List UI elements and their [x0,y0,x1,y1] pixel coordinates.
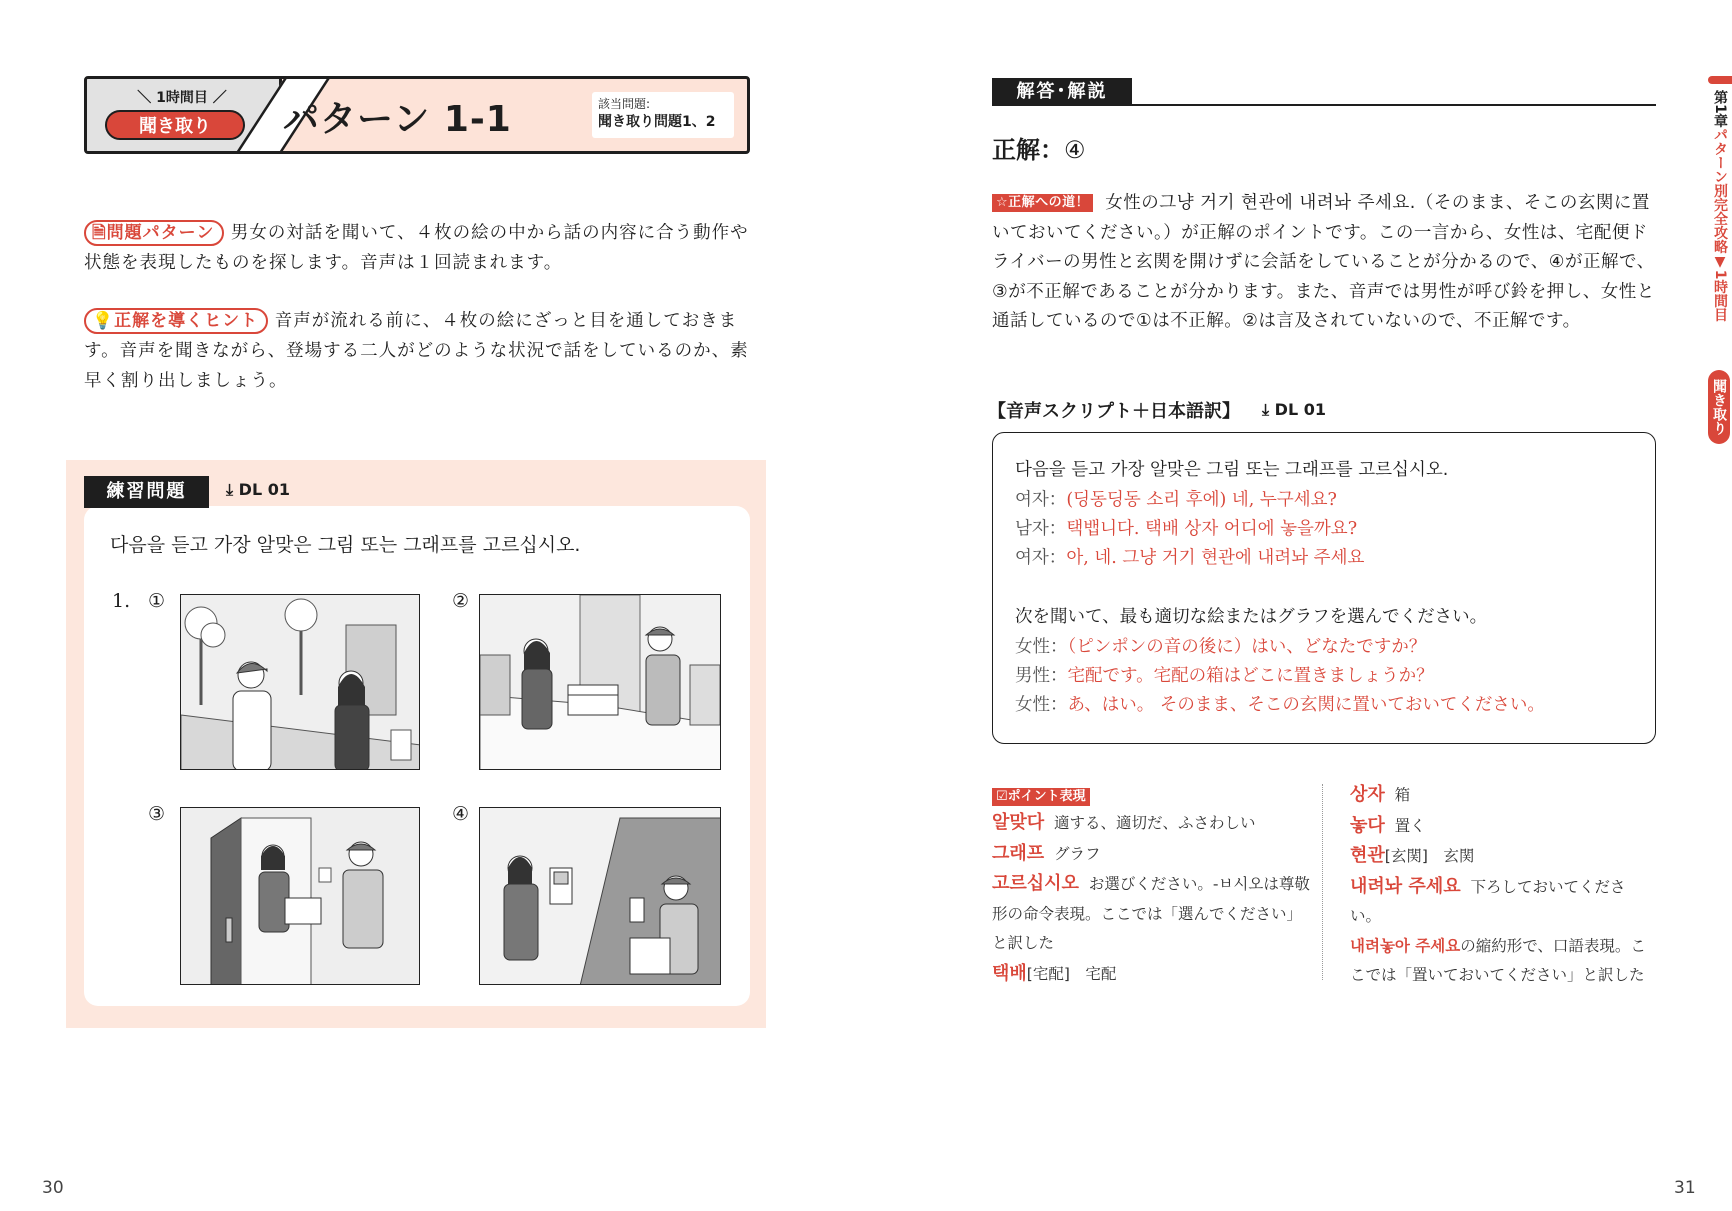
vocab-item: 그래프 グラフ [992,842,1101,864]
option-number-3: ③ [148,803,166,825]
vocab-item: 알맞다 適する、適切だ、ふさわしい [992,812,1256,833]
script-kr-line: 남자：택뱁니다. 택배 상자 어디에 놓을까요? [1015,519,1358,539]
pattern-text: 男女の対話を聞いて、４枚の絵の中から話の内容に合う動作や状態を表現したものを探します。音声は１回読まれます。 [84,223,749,273]
explanation-prefix: 女性の [1105,193,1160,213]
correct-answer: 正解：④ [992,136,1086,164]
script-kr-line: 여자：(딩동딩동 소리 후에) 네, 누구세요? [1015,490,1337,510]
pattern-title: パターン 1-1 [283,99,512,140]
script-jp-line: 男性：宅配です。宅配の箱はどこに置きましょうか？ [1015,666,1434,686]
pattern-description [84,218,754,278]
hint-text: 音声が流れる前に、４枚の絵にざっと目を通しておきます。音声を聞きながら、登場する二人がどのような状況で話をしているのか、素早く割り出しましょう。 [84,311,749,391]
download-icon: ⤓ [1262,400,1270,419]
page-number-right: 31 [1674,1178,1696,1198]
option-image-3[interactable] [180,807,420,985]
answer-explanation [992,189,1656,337]
vocab-divider [1322,784,1323,980]
script-jp-line: 女性：（ピンポンの音の後に）はい、どなたですか？ [1015,637,1427,657]
target-value: 聞き取り問題1、2 [598,114,716,130]
hint-description [84,306,754,396]
explanation-quote: 그냥 거기 현관에 내려놔 주세요. [1159,193,1416,213]
vocab-list-left [992,808,1312,989]
vocab-item: 놓다 置く [1350,814,1426,836]
practice-tab: 練習問題 [84,476,209,508]
vocab-item: 내려놔 주세요 下ろしておいてください。 [1350,875,1626,925]
script-jp-line: 女性：あ、はい。 そのまま、そこの玄関に置いておいてください。 [1015,695,1545,715]
script-jp-instruction: 次を聞いて、最も適切な絵またはグラフを選んでください。 [1015,607,1488,627]
page-number-left: 30 [42,1178,64,1198]
vocab-item: 택배[宅配] 宅配 [992,962,1117,984]
document-icon: 🗎 [92,223,107,243]
vocab-item: 현관[玄関] 玄関 [1350,845,1475,866]
practice-question: 다음을 듣고 가장 알맞은 그림 또는 그래프를 고르십시오. [110,534,581,556]
target-label: 該当問題: [598,97,651,111]
answer-section-rule [992,104,1656,106]
explanation-body: （そのまま、そこの玄関に置いておいてください。）が正解のポイントです。この一言から、女性は、宅配便ドライバーの男性と玄関を開けずに会話をしていることが分かるので、④が正解で、③が不正解であることが分かります。また、音声では男性が呼び鈴を押し、女性と通話しているので①は不正解。②は言及されていないので、不正解です。 [992,193,1655,331]
pattern-label: 🗎問題パターン [84,220,224,246]
script-download[interactable]: ⤓ DL 01 [1262,400,1326,419]
lightbulb-icon: 💡 [92,311,115,331]
option-image-4[interactable] [479,807,721,985]
hint-label: 💡正解を導くヒント [84,308,268,334]
road-to-answer-tag: ☆正解への道！ [992,194,1093,212]
side-tab-marker [1708,76,1732,84]
practice-download[interactable]: ⤓ DL 01 [226,480,290,499]
option-number-2: ② [452,590,470,612]
script-heading: 【音声スクリプト＋日本語訳】 [988,401,1240,422]
download-icon: ⤓ [226,480,234,499]
section-badge: 聞き取り [105,110,245,140]
hour-label: ＼ 1時間目 ／ [137,90,227,106]
side-section-pill: 聞き取り [1708,370,1730,444]
vocab-item: 상자 箱 [1350,784,1411,805]
script-kr-line: 여자：아, 네. 그냥 거기 현관에 내려놔 주세요 [1015,548,1365,568]
vocab-list-right [1350,780,1656,991]
side-chapter-title: 第1章パターン別完全攻略▼1時間目 [1712,90,1728,322]
question-number: 1. [112,590,131,612]
target-questions-box [592,92,734,138]
point-expression-tag: ☑ポイント表現 [992,788,1090,806]
vocab-item: 고르십시오 お選びください。-ㅂ시오は尊敬形の命令表現。ここでは「選んでください」と訳した [992,873,1310,952]
option-number-1: ① [148,590,166,612]
chapter-side-index [1702,76,1732,456]
pattern-header [84,76,750,154]
option-image-2[interactable] [479,594,721,770]
script-kr-instruction: 다음을 듣고 가장 알맞은 그림 또는 그래프를 고르십시오. [1015,460,1449,480]
vocab-item: 내려놓아 주세요の縮約形で、口語表現。ここでは「置いておいてください」と訳した [1350,936,1646,984]
option-number-4: ④ [452,803,470,825]
option-image-1[interactable] [180,594,420,770]
answer-section-tab: 解答･解説 [992,78,1132,106]
